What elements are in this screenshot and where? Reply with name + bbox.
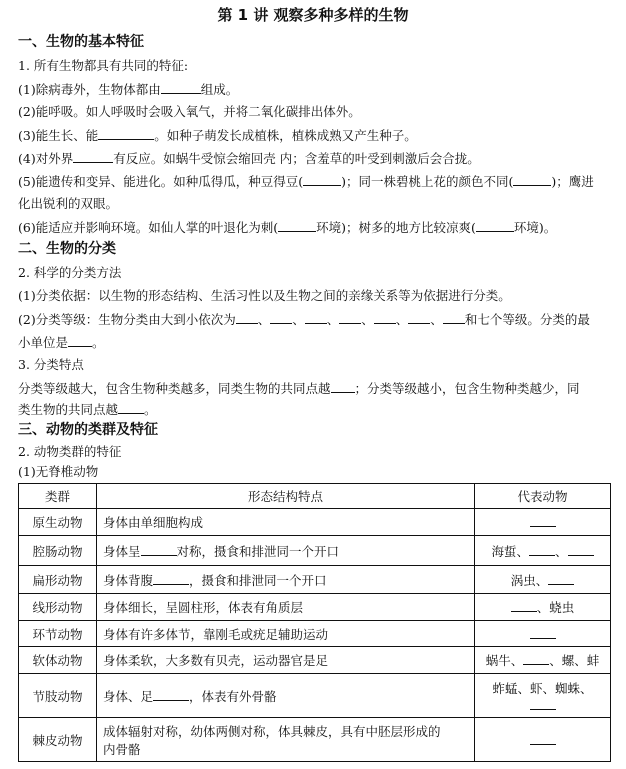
fill-blank[interactable] [153, 687, 189, 701]
fill-blank[interactable] [161, 80, 201, 94]
fill-blank[interactable] [513, 172, 551, 186]
item-environment: (6)能适应并影响环境。如仙人掌的叶退化为刺( 环境)；树多的地方比较凉爽( 环境)。 [18, 220, 557, 235]
fill-blank[interactable] [530, 697, 556, 710]
fill-blank[interactable] [523, 652, 549, 665]
fill-blank[interactable] [548, 572, 574, 585]
fill-blank[interactable] [153, 571, 189, 585]
fill-blank[interactable] [530, 626, 556, 639]
fill-blank[interactable] [339, 310, 361, 324]
item-rank-features: 分类等级越大，包含生物种类越多，同类生物的共同点越 ；分类等级越小，包含生物种类越少，同 [18, 381, 580, 396]
header-features: 形态结构特点 [97, 484, 475, 509]
fill-blank[interactable] [443, 310, 465, 324]
item-ranks-cont: 小单位是 。 [18, 335, 105, 350]
section-heading-classification: 二、生物的分类 [18, 241, 116, 257]
table-row: 环节动物 身体有许多体节，靠刚毛或疣足辅助运动 [19, 621, 611, 647]
fill-blank[interactable] [303, 172, 341, 186]
invertebrate-table [18, 483, 611, 762]
fill-blank[interactable] [270, 310, 292, 324]
fill-blank[interactable] [118, 400, 144, 414]
item-heredity: (5)能遗传和变异、能进化。如种瓜得瓜，种豆得豆( )；同一株碧桃上花的颜色不同( )；鹰进 [18, 174, 594, 189]
fill-blank[interactable] [476, 218, 514, 232]
header-category: 类群 [19, 484, 97, 509]
page-title: 第 1 讲 观察多种多样的生物 [217, 6, 409, 24]
fill-blank[interactable] [68, 333, 92, 347]
table-row: 原生动物 身体由单细胞构成 [19, 509, 611, 536]
fill-blank[interactable] [236, 310, 258, 324]
fill-blank[interactable] [530, 732, 556, 745]
table-row: 棘皮动物 成体辐射对称，幼体两侧对称，体具棘皮，具有中胚层形成的 内骨骼 [19, 718, 611, 762]
table-row: 节肢动物 身体、足 ，体表有外骨骼 蚱蜢、虾、蜘蛛、 [19, 674, 611, 718]
item-basis: (1)分类依据：以生物的形态结构、生活习性以及生物之间的亲缘关系等为依据进行分类。 [18, 288, 511, 303]
fill-blank[interactable] [331, 379, 355, 393]
item-heredity-cont: 化出锐利的双眼。 [18, 196, 119, 211]
item-cells: (1)除病毒外，生物体都由 组成。 [18, 82, 239, 97]
fill-blank[interactable] [73, 149, 113, 163]
table-row: 软体动物 身体柔软，大多数有贝壳，运动器官是足 蜗牛、 、螺、蚌 [19, 647, 611, 674]
item-growth: (3)能生长、能 。如种子萌发长成植株，植株成熟又产生种子。 [18, 128, 417, 143]
item-ranks: (2)分类等级：生物分类由大到小依次为 、 、 、 、 、 、 和七个等级。分类的最 [18, 312, 590, 327]
fill-blank[interactable] [141, 542, 177, 556]
table-row: 腔肠动物 身体呈 对称，摄食和排泄同一个开口 海蜇、 、 [19, 536, 611, 566]
section-heading-animals: 三、动物的类群及特征 [18, 422, 158, 438]
section-heading-characteristics: 一、生物的基本特征 [18, 34, 144, 50]
fill-blank[interactable] [278, 218, 316, 232]
subheading-animal-features: 2. 动物类群的特征 [18, 444, 122, 459]
subheading-method: 2. 科学的分类方法 [18, 265, 122, 280]
fill-blank[interactable] [529, 543, 555, 556]
fill-blank[interactable] [511, 599, 537, 612]
table-row: 线形动物 身体细长，呈圆柱形，体表有角质层 、蛲虫 [19, 594, 611, 621]
table-row: 扁形动物 身体背腹 ，摄食和排泄同一个开口 涡虫、 [19, 566, 611, 594]
fill-blank[interactable] [374, 310, 396, 324]
fill-blank[interactable] [305, 310, 327, 324]
subheading-common-features: 1. 所有生物都具有共同的特征: [18, 58, 189, 73]
fill-blank[interactable] [568, 543, 594, 556]
item-response: (4)对外界 有反应。如蜗牛受惊会缩回壳 内；含羞草的叶受到刺激后会合拢。 [18, 151, 480, 166]
fill-blank[interactable] [530, 514, 556, 527]
header-representatives: 代表动物 [475, 484, 611, 509]
fill-blank[interactable] [408, 310, 430, 324]
item-rank-features-cont: 类生物的共同点越 。 [18, 402, 157, 417]
fill-blank[interactable] [98, 126, 154, 140]
subheading-features: 3. 分类特点 [18, 357, 84, 372]
item-respiration: (2)能呼吸。如人呼吸时会吸入氧气，并将二氧化碳排出体外。 [18, 104, 361, 119]
subheading-invertebrates: (1)无脊椎动物 [18, 464, 99, 479]
